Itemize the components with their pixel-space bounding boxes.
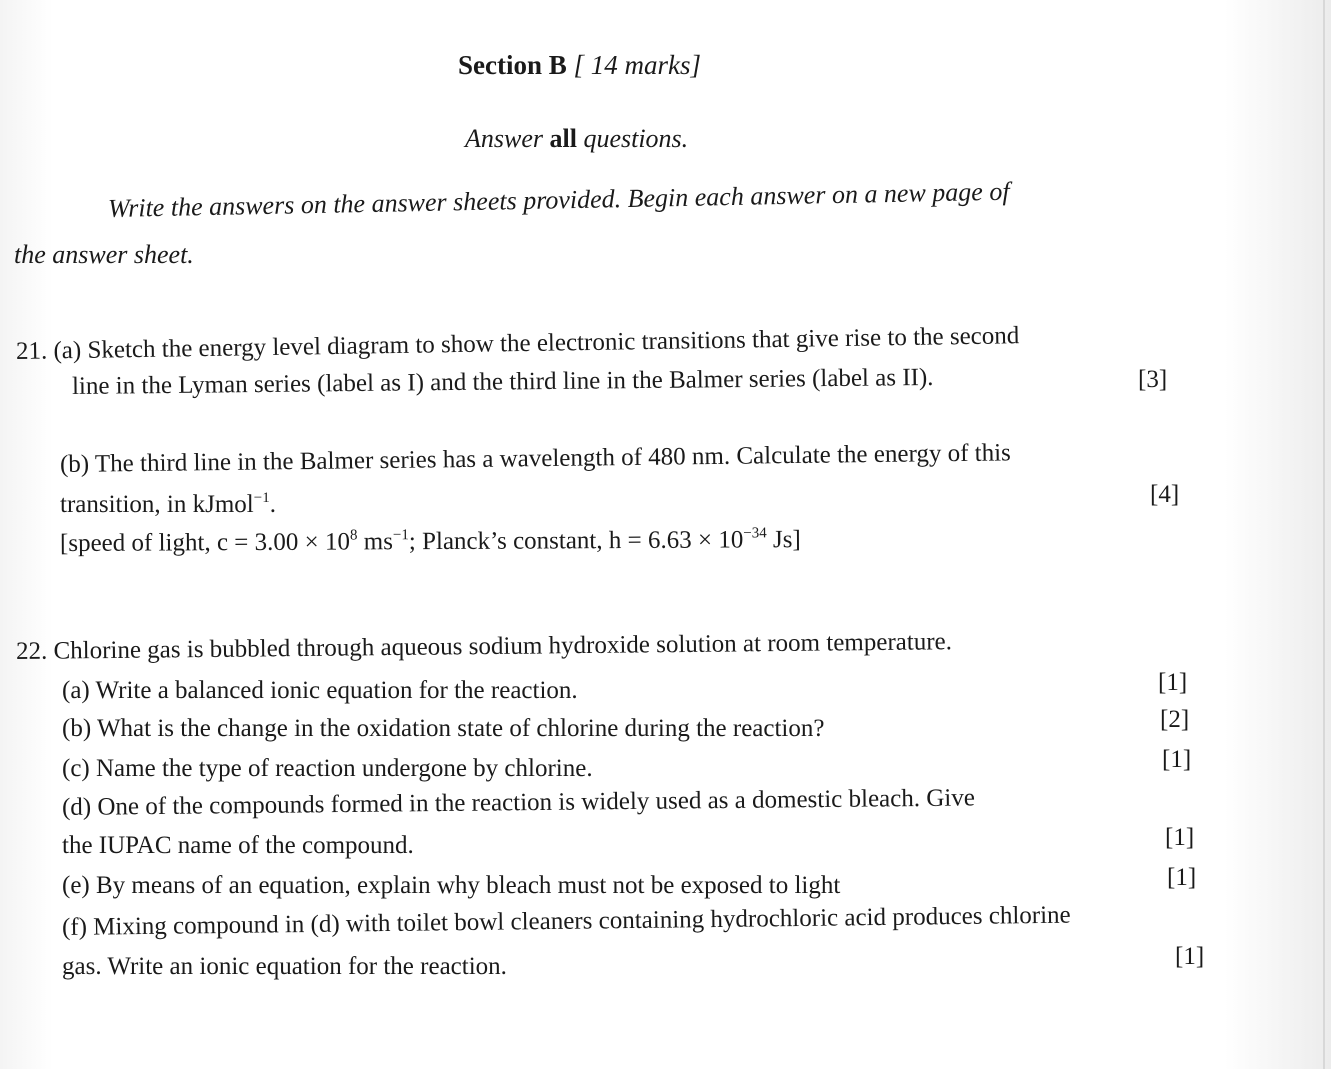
section-heading (458, 50, 701, 81)
q21b-marks: [4] (1150, 481, 1180, 508)
const-c-unit: ms (357, 528, 393, 556)
answer-all-instruction (465, 124, 688, 154)
q22d-line2: the IUPAC name of the compound. (62, 832, 414, 859)
q22b-text: (b) What is the change in the oxidation state of chlorine during the reaction? (62, 715, 825, 742)
const-h-exp: −34 (743, 525, 767, 542)
q22c-marks: [1] (1162, 746, 1192, 773)
page-edge (1323, 0, 1325, 1069)
q21b-unit-end: . (269, 491, 276, 518)
section-marks: [ 14 marks] (573, 50, 702, 80)
const-h-text: ; Planck’s constant, h = 6.63 × 10 (408, 526, 744, 556)
q22d-marks: [1] (1165, 824, 1195, 851)
answer-suffix: questions. (583, 124, 689, 153)
q22a-text: (a) Write a balanced ionic equation for the reaction. (62, 677, 578, 704)
const-c-unit-exp: −1 (392, 527, 409, 544)
q22c-text: (c) Name the type of reaction undergone by chlorine. (62, 755, 593, 782)
answer-all-bold: all (549, 124, 577, 153)
q21a-line1: 21. (a) Sketch the energy level diagram to show the electronic transitions that give rise to the second (15, 322, 1020, 365)
write-instruction-line1: Write the answers on the answer sheets provided. Begin each answer on a new page of (107, 176, 1010, 223)
q22f-line2: gas. Write an ionic equation for the reaction. (62, 953, 507, 980)
q22e-text: (e) By means of an equation, explain why bleach must not be exposed to light (62, 872, 841, 899)
const-c-exp: 8 (349, 527, 358, 544)
const-c-text: [speed of light, c = 3.00 × 10 (59, 528, 351, 557)
q22d-line1: (d) One of the compounds formed in the reaction is widely used as a domestic bleach. Give (61, 784, 976, 821)
write-instruction-line2: the answer sheet. (14, 240, 194, 269)
answer-prefix: Answer (465, 124, 543, 153)
q21a-marks: [3] (1138, 366, 1168, 393)
q21b-constants (60, 526, 801, 558)
q21b-unit-sup: −1 (253, 490, 270, 506)
q21b-line1: (b) The third line in the Balmer series has a wavelength of 480 nm. Calculate the energy of this (59, 439, 1011, 478)
q22e-marks: [1] (1167, 864, 1197, 891)
q21a-line2: line in the Lyman series (label as I) and the third line in the Balmer series (label as II). (71, 363, 934, 400)
q21b-unit-text: transition, in kJmol (60, 491, 254, 518)
const-h-unit: Js] (766, 526, 801, 554)
q22a-marks: [1] (1158, 669, 1188, 696)
section-title: Section B (458, 50, 567, 80)
q22f-marks: [1] (1175, 943, 1205, 970)
q22-stem: 22. Chlorine gas is bubbled through aqueous sodium hydroxide solution at room temperature. (15, 628, 953, 665)
q22b-marks: [2] (1160, 706, 1190, 733)
q21b-line2 (60, 491, 276, 519)
q22f-line1: (f) Mixing compound in (d) with toilet bowl cleaners containing hydrochloric acid produces chlorine (61, 901, 1071, 941)
